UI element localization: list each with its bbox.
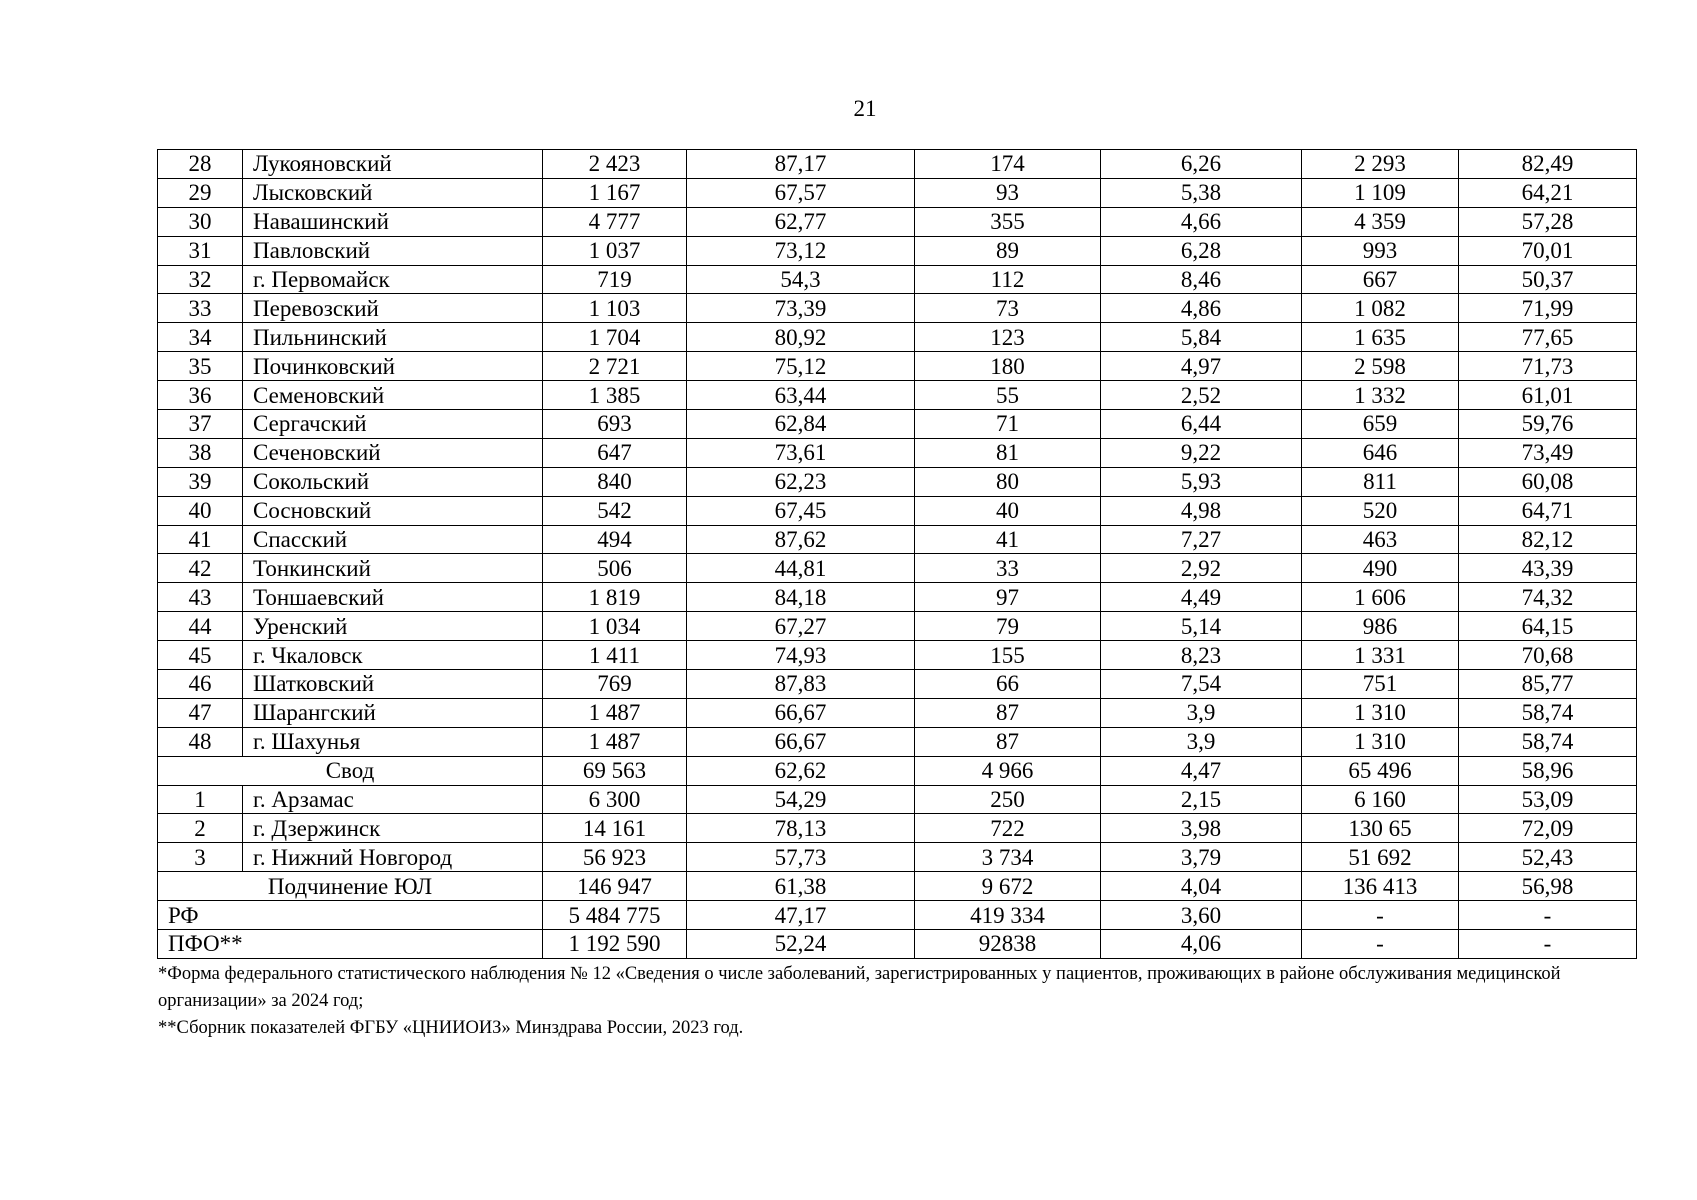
value-cell-c2: 57,73 <box>687 843 915 872</box>
value-cell-c1: 1 704 <box>543 323 687 352</box>
value-cell-c1: 1 487 <box>543 698 687 727</box>
value-cell-c1: 56 923 <box>543 843 687 872</box>
value-cell-c3: 81 <box>915 438 1101 467</box>
value-cell-c3: 174 <box>915 150 1101 179</box>
value-cell-c4: 8,23 <box>1101 641 1302 670</box>
statistics-table <box>157 149 1637 959</box>
value-cell-c2: 74,93 <box>687 641 915 670</box>
district-name-cell: Тоншаевский <box>243 583 543 612</box>
table-row <box>158 207 1637 236</box>
value-cell-c4: 2,52 <box>1101 381 1302 410</box>
value-cell-c1: 1 487 <box>543 727 687 756</box>
value-cell-c4: 9,22 <box>1101 438 1302 467</box>
value-cell-c6: 82,12 <box>1459 525 1637 554</box>
value-cell-c4: 3,79 <box>1101 843 1302 872</box>
district-name-cell: Спасский <box>243 525 543 554</box>
value-cell-c3: 92838 <box>915 930 1101 959</box>
value-cell-c4: 3,9 <box>1101 727 1302 756</box>
row-number-cell: 41 <box>158 525 243 554</box>
value-cell-c4: 3,60 <box>1101 901 1302 930</box>
district-name-cell: Уренский <box>243 612 543 641</box>
value-cell-c4: 4,86 <box>1101 294 1302 323</box>
value-cell-c5: 463 <box>1302 525 1459 554</box>
value-cell-c3: 722 <box>915 814 1101 843</box>
district-name-cell: г. Арзамас <box>243 785 543 814</box>
table-body <box>158 150 1637 959</box>
district-name-cell: Павловский <box>243 236 543 265</box>
value-cell-c6: 77,65 <box>1459 323 1637 352</box>
value-cell-c3: 55 <box>915 381 1101 410</box>
summary-label-cell: РФ <box>158 901 543 930</box>
district-name-cell: Навашинский <box>243 207 543 236</box>
value-cell-c4: 8,46 <box>1101 265 1302 294</box>
value-cell-c3: 155 <box>915 641 1101 670</box>
value-cell-c6: 72,09 <box>1459 814 1637 843</box>
value-cell-c4: 4,04 <box>1101 872 1302 901</box>
value-cell-c4: 5,84 <box>1101 323 1302 352</box>
row-number-cell: 38 <box>158 438 243 467</box>
value-cell-c5: - <box>1302 901 1459 930</box>
row-number-cell: 39 <box>158 467 243 496</box>
value-cell-c3: 250 <box>915 785 1101 814</box>
value-cell-c6: 73,49 <box>1459 438 1637 467</box>
value-cell-c2: 87,17 <box>687 150 915 179</box>
value-cell-c5: 1 310 <box>1302 698 1459 727</box>
value-cell-c1: 1 819 <box>543 583 687 612</box>
value-cell-c1: 1 103 <box>543 294 687 323</box>
footnote-1: *Форма федерального статистического наблюдения № 12 «Сведения о числе заболеваний, зарегистрированных у пациентов, проживающих в районе обслуживания медицинской организации» за 2024 год; <box>158 964 1561 1011</box>
value-cell-c6: 52,43 <box>1459 843 1637 872</box>
value-cell-c5: 1 082 <box>1302 294 1459 323</box>
district-name-cell: Шарангский <box>243 698 543 727</box>
value-cell-c4: 5,38 <box>1101 178 1302 207</box>
value-cell-c5: 130 65 <box>1302 814 1459 843</box>
value-cell-c2: 67,57 <box>687 178 915 207</box>
district-name-cell: Пильнинский <box>243 323 543 352</box>
value-cell-c2: 54,29 <box>687 785 915 814</box>
value-cell-c1: 2 423 <box>543 150 687 179</box>
value-cell-c6: 74,32 <box>1459 583 1637 612</box>
row-number-cell: 36 <box>158 381 243 410</box>
value-cell-c3: 87 <box>915 727 1101 756</box>
value-cell-c1: 1 034 <box>543 612 687 641</box>
district-name-cell: Тонкинский <box>243 554 543 583</box>
value-cell-c3: 9 672 <box>915 872 1101 901</box>
value-cell-c6: 64,15 <box>1459 612 1637 641</box>
value-cell-c6: 60,08 <box>1459 467 1637 496</box>
value-cell-c2: 66,67 <box>687 727 915 756</box>
row-number-cell: 46 <box>158 670 243 699</box>
district-name-cell: Сокольский <box>243 467 543 496</box>
table-row <box>158 554 1637 583</box>
value-cell-c4: 4,06 <box>1101 930 1302 959</box>
value-cell-c1: 769 <box>543 670 687 699</box>
value-cell-c4: 4,98 <box>1101 496 1302 525</box>
row-number-cell: 31 <box>158 236 243 265</box>
value-cell-c2: 67,27 <box>687 612 915 641</box>
value-cell-c3: 41 <box>915 525 1101 554</box>
district-name-cell: г. Шахунья <box>243 727 543 756</box>
value-cell-c3: 97 <box>915 583 1101 612</box>
value-cell-c2: 87,83 <box>687 670 915 699</box>
value-cell-c5: 2 598 <box>1302 352 1459 381</box>
table-row <box>158 785 1637 814</box>
value-cell-c6: 50,37 <box>1459 265 1637 294</box>
table-row <box>158 612 1637 641</box>
table-row <box>158 294 1637 323</box>
value-cell-c5: 4 359 <box>1302 207 1459 236</box>
table-row <box>158 496 1637 525</box>
value-cell-c1: 647 <box>543 438 687 467</box>
value-cell-c5: 751 <box>1302 670 1459 699</box>
value-cell-c5: 1 109 <box>1302 178 1459 207</box>
value-cell-c1: 693 <box>543 410 687 439</box>
value-cell-c2: 73,61 <box>687 438 915 467</box>
table-row <box>158 670 1637 699</box>
value-cell-c3: 180 <box>915 352 1101 381</box>
value-cell-c5: 986 <box>1302 612 1459 641</box>
value-cell-c6: - <box>1459 901 1637 930</box>
value-cell-c6: 57,28 <box>1459 207 1637 236</box>
value-cell-c4: 4,47 <box>1101 756 1302 785</box>
value-cell-c5: 2 293 <box>1302 150 1459 179</box>
district-name-cell: Сосновский <box>243 496 543 525</box>
value-cell-c2: 78,13 <box>687 814 915 843</box>
footnotes <box>158 961 1638 1042</box>
value-cell-c4: 3,9 <box>1101 698 1302 727</box>
value-cell-c1: 1 037 <box>543 236 687 265</box>
district-name-cell: Сеченовский <box>243 438 543 467</box>
row-number-cell: 47 <box>158 698 243 727</box>
value-cell-c5: 6 160 <box>1302 785 1459 814</box>
value-cell-c5: 1 635 <box>1302 323 1459 352</box>
district-name-cell: Сергачский <box>243 410 543 439</box>
table-row <box>158 236 1637 265</box>
value-cell-c4: 5,14 <box>1101 612 1302 641</box>
value-cell-c5: - <box>1302 930 1459 959</box>
value-cell-c6: - <box>1459 930 1637 959</box>
table-row <box>158 410 1637 439</box>
value-cell-c6: 71,73 <box>1459 352 1637 381</box>
value-cell-c3: 87 <box>915 698 1101 727</box>
value-cell-c6: 82,49 <box>1459 150 1637 179</box>
district-name-cell: Семеновский <box>243 381 543 410</box>
value-cell-c5: 136 413 <box>1302 872 1459 901</box>
value-cell-c2: 44,81 <box>687 554 915 583</box>
row-number-cell: 43 <box>158 583 243 612</box>
value-cell-c6: 58,74 <box>1459 698 1637 727</box>
value-cell-c6: 70,68 <box>1459 641 1637 670</box>
value-cell-c5: 65 496 <box>1302 756 1459 785</box>
value-cell-c2: 84,18 <box>687 583 915 612</box>
row-number-cell: 35 <box>158 352 243 381</box>
table-row <box>158 467 1637 496</box>
value-cell-c5: 51 692 <box>1302 843 1459 872</box>
value-cell-c2: 73,39 <box>687 294 915 323</box>
district-name-cell: г. Чкаловск <box>243 641 543 670</box>
summary-label-cell: ПФО** <box>158 930 543 959</box>
value-cell-c2: 80,92 <box>687 323 915 352</box>
value-cell-c3: 123 <box>915 323 1101 352</box>
value-cell-c5: 1 310 <box>1302 727 1459 756</box>
value-cell-c2: 62,62 <box>687 756 915 785</box>
value-cell-c3: 89 <box>915 236 1101 265</box>
value-cell-c6: 58,96 <box>1459 756 1637 785</box>
value-cell-c6: 56,98 <box>1459 872 1637 901</box>
table-row <box>158 641 1637 670</box>
value-cell-c6: 61,01 <box>1459 381 1637 410</box>
value-cell-c2: 75,12 <box>687 352 915 381</box>
value-cell-c1: 5 484 775 <box>543 901 687 930</box>
value-cell-c4: 6,44 <box>1101 410 1302 439</box>
row-number-cell: 1 <box>158 785 243 814</box>
value-cell-c3: 112 <box>915 265 1101 294</box>
svod-row <box>158 756 1637 785</box>
value-cell-c1: 1 192 590 <box>543 930 687 959</box>
row-number-cell: 48 <box>158 727 243 756</box>
value-cell-c4: 5,93 <box>1101 467 1302 496</box>
value-cell-c5: 520 <box>1302 496 1459 525</box>
value-cell-c5: 646 <box>1302 438 1459 467</box>
value-cell-c5: 811 <box>1302 467 1459 496</box>
value-cell-c3: 4 966 <box>915 756 1101 785</box>
value-cell-c3: 93 <box>915 178 1101 207</box>
value-cell-c6: 59,76 <box>1459 410 1637 439</box>
value-cell-c3: 355 <box>915 207 1101 236</box>
value-cell-c3: 71 <box>915 410 1101 439</box>
row-number-cell: 40 <box>158 496 243 525</box>
table-row <box>158 814 1637 843</box>
table-row <box>158 843 1637 872</box>
value-cell-c2: 73,12 <box>687 236 915 265</box>
value-cell-c3: 80 <box>915 467 1101 496</box>
row-number-cell: 3 <box>158 843 243 872</box>
value-cell-c6: 71,99 <box>1459 294 1637 323</box>
district-name-cell: Перевозский <box>243 294 543 323</box>
value-cell-c5: 667 <box>1302 265 1459 294</box>
row-number-cell: 2 <box>158 814 243 843</box>
value-cell-c5: 659 <box>1302 410 1459 439</box>
table-row <box>158 583 1637 612</box>
row-number-cell: 29 <box>158 178 243 207</box>
value-cell-c6: 64,71 <box>1459 496 1637 525</box>
district-name-cell: г. Дзержинск <box>243 814 543 843</box>
value-cell-c3: 79 <box>915 612 1101 641</box>
district-name-cell: Шатковский <box>243 670 543 699</box>
footnote-2: **Сборник показателей ФГБУ «ЦНИИОИЗ» Минздрава России, 2023 год. <box>158 1018 744 1038</box>
value-cell-c5: 993 <box>1302 236 1459 265</box>
summary-label-cell: Подчинение ЮЛ <box>158 872 543 901</box>
table-row <box>158 265 1637 294</box>
table-row <box>158 150 1637 179</box>
table-row <box>158 352 1637 381</box>
district-name-cell: г. Нижний Новгород <box>243 843 543 872</box>
value-cell-c2: 47,17 <box>687 901 915 930</box>
value-cell-c1: 840 <box>543 467 687 496</box>
row-number-cell: 34 <box>158 323 243 352</box>
value-cell-c3: 33 <box>915 554 1101 583</box>
page-number: 21 <box>853 96 877 121</box>
value-cell-c3: 66 <box>915 670 1101 699</box>
value-cell-c4: 6,28 <box>1101 236 1302 265</box>
row-number-cell: 32 <box>158 265 243 294</box>
value-cell-c1: 542 <box>543 496 687 525</box>
value-cell-c6: 43,39 <box>1459 554 1637 583</box>
district-name-cell: г. Первомайск <box>243 265 543 294</box>
row-number-cell: 37 <box>158 410 243 439</box>
podchinenie-row <box>158 872 1637 901</box>
value-cell-c2: 61,38 <box>687 872 915 901</box>
value-cell-c2: 52,24 <box>687 930 915 959</box>
value-cell-c4: 3,98 <box>1101 814 1302 843</box>
value-cell-c2: 54,3 <box>687 265 915 294</box>
row-number-cell: 44 <box>158 612 243 641</box>
summary-label-cell: Свод <box>158 756 543 785</box>
table-row <box>158 525 1637 554</box>
table-row <box>158 438 1637 467</box>
value-cell-c3: 73 <box>915 294 1101 323</box>
row-number-cell: 33 <box>158 294 243 323</box>
district-name-cell: Лысковский <box>243 178 543 207</box>
table-row <box>158 698 1637 727</box>
value-cell-c5: 1 606 <box>1302 583 1459 612</box>
value-cell-c1: 4 777 <box>543 207 687 236</box>
table-row <box>158 323 1637 352</box>
value-cell-c1: 1 167 <box>543 178 687 207</box>
value-cell-c3: 419 334 <box>915 901 1101 930</box>
pfo-row <box>158 930 1637 959</box>
value-cell-c1: 14 161 <box>543 814 687 843</box>
value-cell-c1: 506 <box>543 554 687 583</box>
value-cell-c1: 2 721 <box>543 352 687 381</box>
value-cell-c2: 87,62 <box>687 525 915 554</box>
value-cell-c1: 1 385 <box>543 381 687 410</box>
value-cell-c4: 4,66 <box>1101 207 1302 236</box>
value-cell-c6: 64,21 <box>1459 178 1637 207</box>
row-number-cell: 30 <box>158 207 243 236</box>
rf-row <box>158 901 1637 930</box>
value-cell-c4: 6,26 <box>1101 150 1302 179</box>
row-number-cell: 28 <box>158 150 243 179</box>
value-cell-c5: 490 <box>1302 554 1459 583</box>
value-cell-c6: 85,77 <box>1459 670 1637 699</box>
value-cell-c4: 2,15 <box>1101 785 1302 814</box>
value-cell-c2: 63,44 <box>687 381 915 410</box>
value-cell-c2: 66,67 <box>687 698 915 727</box>
value-cell-c1: 494 <box>543 525 687 554</box>
value-cell-c1: 719 <box>543 265 687 294</box>
value-cell-c2: 67,45 <box>687 496 915 525</box>
value-cell-c6: 58,74 <box>1459 727 1637 756</box>
value-cell-c2: 62,23 <box>687 467 915 496</box>
value-cell-c1: 146 947 <box>543 872 687 901</box>
district-name-cell: Починковский <box>243 352 543 381</box>
table-row <box>158 381 1637 410</box>
value-cell-c4: 2,92 <box>1101 554 1302 583</box>
value-cell-c1: 6 300 <box>543 785 687 814</box>
value-cell-c4: 7,54 <box>1101 670 1302 699</box>
value-cell-c2: 62,77 <box>687 207 915 236</box>
row-number-cell: 45 <box>158 641 243 670</box>
district-name-cell: Лукояновский <box>243 150 543 179</box>
table-row <box>158 727 1637 756</box>
value-cell-c5: 1 332 <box>1302 381 1459 410</box>
value-cell-c4: 4,97 <box>1101 352 1302 381</box>
value-cell-c2: 62,84 <box>687 410 915 439</box>
value-cell-c4: 7,27 <box>1101 525 1302 554</box>
value-cell-c5: 1 331 <box>1302 641 1459 670</box>
value-cell-c1: 69 563 <box>543 756 687 785</box>
value-cell-c1: 1 411 <box>543 641 687 670</box>
row-number-cell: 42 <box>158 554 243 583</box>
table-row <box>158 178 1637 207</box>
value-cell-c3: 3 734 <box>915 843 1101 872</box>
value-cell-c3: 40 <box>915 496 1101 525</box>
value-cell-c6: 53,09 <box>1459 785 1637 814</box>
value-cell-c6: 70,01 <box>1459 236 1637 265</box>
value-cell-c4: 4,49 <box>1101 583 1302 612</box>
